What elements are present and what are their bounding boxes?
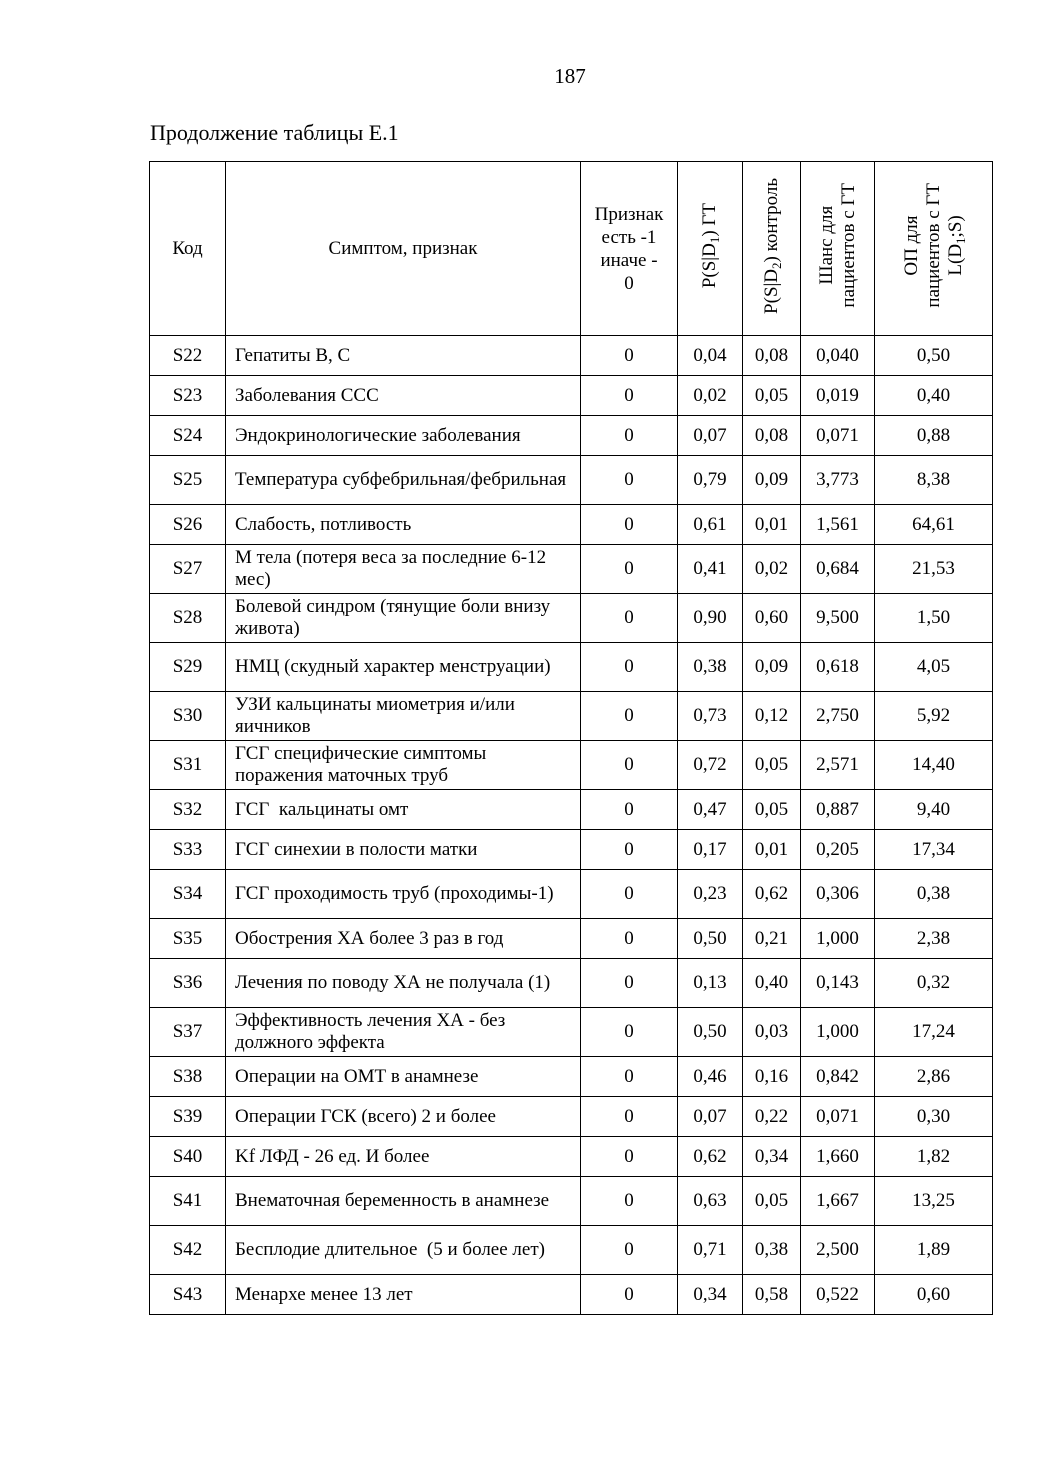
op-cell: 2,86 [875,1057,993,1097]
symptom-table [149,161,993,1315]
p2-cell: 0,58 [743,1275,801,1315]
header-p1-pre: P(S|D [699,243,720,289]
header-p2-sub: 2 [768,261,784,269]
p2-cell: 0,21 [743,919,801,959]
chance-cell: 1,000 [801,1008,875,1057]
p1-cell: 0,13 [678,959,743,1008]
p1-cell: 0,02 [678,376,743,416]
p1-cell: 0,23 [678,870,743,919]
symptom-cell: Бесплодие длительное (5 и более лет) [226,1226,581,1275]
symptom-cell: Болевой синдром (тянущие боли внизу живота) [226,594,581,643]
code-cell: S42 [150,1226,226,1275]
p1-cell: 0,41 [678,545,743,594]
code-cell: S22 [150,336,226,376]
code-cell: S35 [150,919,226,959]
header-op [875,162,993,336]
table-body [150,336,993,1315]
header-chance-line: Шанс для [815,206,837,285]
symptom-cell: Гепатиты В, С [226,336,581,376]
code-cell: S32 [150,790,226,830]
code-cell: S38 [150,1057,226,1097]
flag-cell: 0 [581,830,678,870]
p2-cell: 0,01 [743,830,801,870]
symptom-cell: ГСГ проходимость труб (проходимы-1) [226,870,581,919]
symptom-cell: Эффективность лечения ХА - без должного эффекта [226,1008,581,1057]
p2-cell: 0,03 [743,1008,801,1057]
header-p1 [678,162,743,336]
p2-cell: 0,08 [743,336,801,376]
chance-cell: 0,205 [801,830,875,870]
flag-cell: 0 [581,545,678,594]
table-row [150,376,993,416]
table-row [150,1008,993,1057]
op-cell: 1,50 [875,594,993,643]
op-cell: 0,50 [875,336,993,376]
code-cell: S40 [150,1137,226,1177]
flag-cell: 0 [581,336,678,376]
op-cell: 1,82 [875,1137,993,1177]
op-cell: 9,40 [875,790,993,830]
code-cell: S39 [150,1097,226,1137]
table-caption: Продолжение таблицы Е.1 [150,120,399,145]
p2-cell: 0,38 [743,1226,801,1275]
table-row [150,790,993,830]
header-chance-line: пациентов с ГТ [837,183,859,308]
p1-cell: 0,71 [678,1226,743,1275]
chance-cell: 0,618 [801,643,875,692]
chance-cell: 9,500 [801,594,875,643]
page-number: 187 [554,64,586,88]
code-cell: S34 [150,870,226,919]
op-cell: 0,88 [875,416,993,456]
flag-cell: 0 [581,1008,678,1057]
op-cell: 21,53 [875,545,993,594]
chance-cell: 0,143 [801,959,875,1008]
p1-cell: 0,61 [678,505,743,545]
p1-cell: 0,47 [678,790,743,830]
chance-cell: 0,019 [801,376,875,416]
p1-cell: 0,04 [678,336,743,376]
p1-cell: 0,50 [678,1008,743,1057]
p1-cell: 0,07 [678,1097,743,1137]
p1-cell: 0,34 [678,1275,743,1315]
symptom-cell: Температура субфебрильная/фебрильная [226,456,581,505]
op-cell: 0,40 [875,376,993,416]
header-op-sub: 1 [952,237,968,245]
table-row [150,545,993,594]
code-cell: S23 [150,376,226,416]
flag-cell: 0 [581,376,678,416]
p1-cell: 0,90 [678,594,743,643]
header-flag-line: есть -1 [601,226,657,248]
flag-cell: 0 [581,1177,678,1226]
table-row [150,959,993,1008]
chance-cell: 2,571 [801,741,875,790]
symptom-cell: ГСГ специфические симптомы поражения маточных труб [226,741,581,790]
code-cell: S41 [150,1177,226,1226]
p2-cell: 0,40 [743,959,801,1008]
chance-cell: 0,887 [801,790,875,830]
header-flag-line: иначе - [600,249,658,271]
symptom-cell: УЗИ кальцинаты миометрия и/или яичников [226,692,581,741]
flag-cell: 0 [581,1097,678,1137]
header-chance-text [816,183,860,308]
op-cell: 8,38 [875,456,993,505]
flag-cell: 0 [581,456,678,505]
chance-cell: 2,500 [801,1226,875,1275]
op-cell: 64,61 [875,505,993,545]
p2-cell: 0,02 [743,545,801,594]
flag-cell: 0 [581,790,678,830]
header-code: Код [150,162,226,336]
op-cell: 14,40 [875,741,993,790]
table-row [150,336,993,376]
table-row [150,594,993,643]
table-row [150,416,993,456]
p1-cell: 0,63 [678,1177,743,1226]
header-chance [801,162,875,336]
chance-cell: 2,750 [801,692,875,741]
p1-cell: 0,17 [678,830,743,870]
p2-cell: 0,62 [743,870,801,919]
header-p2-post: ) контроль [760,177,782,262]
p1-cell: 0,73 [678,692,743,741]
header-op-post: ;S) [944,215,966,238]
p2-cell: 0,12 [743,692,801,741]
header-symptom: Симптом, признак [226,162,581,336]
table-row [150,1097,993,1137]
op-cell: 5,92 [875,692,993,741]
table-row [150,870,993,919]
p1-cell: 0,07 [678,416,743,456]
p1-cell: 0,79 [678,456,743,505]
symptom-cell: Слабость, потливость [226,505,581,545]
flag-cell: 0 [581,505,678,545]
p2-cell: 0,60 [743,594,801,643]
symptom-cell: Kf ЛФД - 26 ед. И более [226,1137,581,1177]
header-op-line: ОП для [900,215,922,276]
symptom-cell: Менархе менее 13 лет [226,1275,581,1315]
table-row [150,456,993,505]
code-cell: S24 [150,416,226,456]
p2-cell: 0,16 [743,1057,801,1097]
chance-cell: 0,071 [801,416,875,456]
header-row [150,162,993,336]
flag-cell: 0 [581,959,678,1008]
header-p1-sub: 1 [706,236,722,244]
code-cell: S26 [150,505,226,545]
header-p2 [743,162,801,336]
flag-cell: 0 [581,1137,678,1177]
op-cell: 17,34 [875,830,993,870]
code-cell: S36 [150,959,226,1008]
header-op-line: пациентов с ГТ [922,183,944,308]
symptom-cell: Заболевания ССС [226,376,581,416]
chance-cell: 0,040 [801,336,875,376]
symptom-cell: Операции на ОМТ в анамнезе [226,1057,581,1097]
code-cell: S29 [150,643,226,692]
p2-cell: 0,09 [743,643,801,692]
p1-cell: 0,38 [678,643,743,692]
header-op-formula [945,215,966,275]
op-cell: 0,30 [875,1097,993,1137]
flag-cell: 0 [581,643,678,692]
chance-cell: 0,522 [801,1275,875,1315]
op-cell: 0,38 [875,870,993,919]
table-row [150,1057,993,1097]
flag-cell: 0 [581,594,678,643]
p1-cell: 0,72 [678,741,743,790]
flag-cell: 0 [581,919,678,959]
chance-cell: 0,071 [801,1097,875,1137]
code-cell: S27 [150,545,226,594]
code-cell: S31 [150,741,226,790]
chance-cell: 1,667 [801,1177,875,1226]
flag-cell: 0 [581,1275,678,1315]
chance-cell: 0,842 [801,1057,875,1097]
header-p1-text [699,203,721,288]
chance-cell: 1,000 [801,919,875,959]
header-op-text [901,183,967,308]
header-op-pre: L(D [944,244,966,276]
flag-cell: 0 [581,416,678,456]
table-row [150,1226,993,1275]
p2-cell: 0,09 [743,456,801,505]
flag-cell: 0 [581,741,678,790]
p1-cell: 0,62 [678,1137,743,1177]
chance-cell: 0,684 [801,545,875,594]
p2-cell: 0,05 [743,1177,801,1226]
code-cell: S25 [150,456,226,505]
chance-cell: 1,561 [801,505,875,545]
op-cell: 4,05 [875,643,993,692]
p1-cell: 0,46 [678,1057,743,1097]
chance-cell: 1,660 [801,1137,875,1177]
code-cell: S30 [150,692,226,741]
symptom-cell: ГСГ синехии в полости матки [226,830,581,870]
symptom-cell: Лечения по поводу ХА не получала (1) [226,959,581,1008]
code-cell: S43 [150,1275,226,1315]
symptom-cell: НМЦ (скудный характер менструации) [226,643,581,692]
symptom-cell: М тела (потеря веса за последние 6-12 мес) [226,545,581,594]
p2-cell: 0,05 [743,790,801,830]
symptom-cell: Операции ГСК (всего) 2 и более [226,1097,581,1137]
op-cell: 2,38 [875,919,993,959]
symptom-cell: Эндокринологические заболевания [226,416,581,456]
header-flag-line: 0 [624,272,634,294]
op-cell: 0,32 [875,959,993,1008]
p2-cell: 0,22 [743,1097,801,1137]
p2-cell: 0,08 [743,416,801,456]
p2-cell: 0,01 [743,505,801,545]
table-row [150,1275,993,1315]
flag-cell: 0 [581,1057,678,1097]
code-cell: S37 [150,1008,226,1057]
table-row [150,830,993,870]
symptom-cell: Обострения ХА более 3 раз в год [226,919,581,959]
flag-cell: 0 [581,692,678,741]
code-cell: S33 [150,830,226,870]
p1-cell: 0,50 [678,919,743,959]
table-row [150,643,993,692]
chance-cell: 3,773 [801,456,875,505]
chance-cell: 0,306 [801,870,875,919]
header-p2-pre: P(S|D [760,268,782,314]
p2-cell: 0,34 [743,1137,801,1177]
header-flag-line: Признак [594,203,664,225]
op-cell: 17,24 [875,1008,993,1057]
symptom-cell: ГСГ кальцинаты омт [226,790,581,830]
flag-cell: 0 [581,870,678,919]
header-flag [581,162,678,336]
table-row [150,919,993,959]
op-cell: 13,25 [875,1177,993,1226]
header-p1-post: ) ГТ [699,202,720,237]
op-cell: 0,60 [875,1275,993,1315]
flag-cell: 0 [581,1226,678,1275]
symptom-cell: Внематочная беременность в анамнезе [226,1177,581,1226]
table-row [150,1177,993,1226]
header-p2-text [761,178,783,314]
op-cell: 1,89 [875,1226,993,1275]
p2-cell: 0,05 [743,376,801,416]
p2-cell: 0,05 [743,741,801,790]
code-cell: S28 [150,594,226,643]
table-row [150,741,993,790]
table-row [150,692,993,741]
table-row [150,1137,993,1177]
table-row [150,505,993,545]
